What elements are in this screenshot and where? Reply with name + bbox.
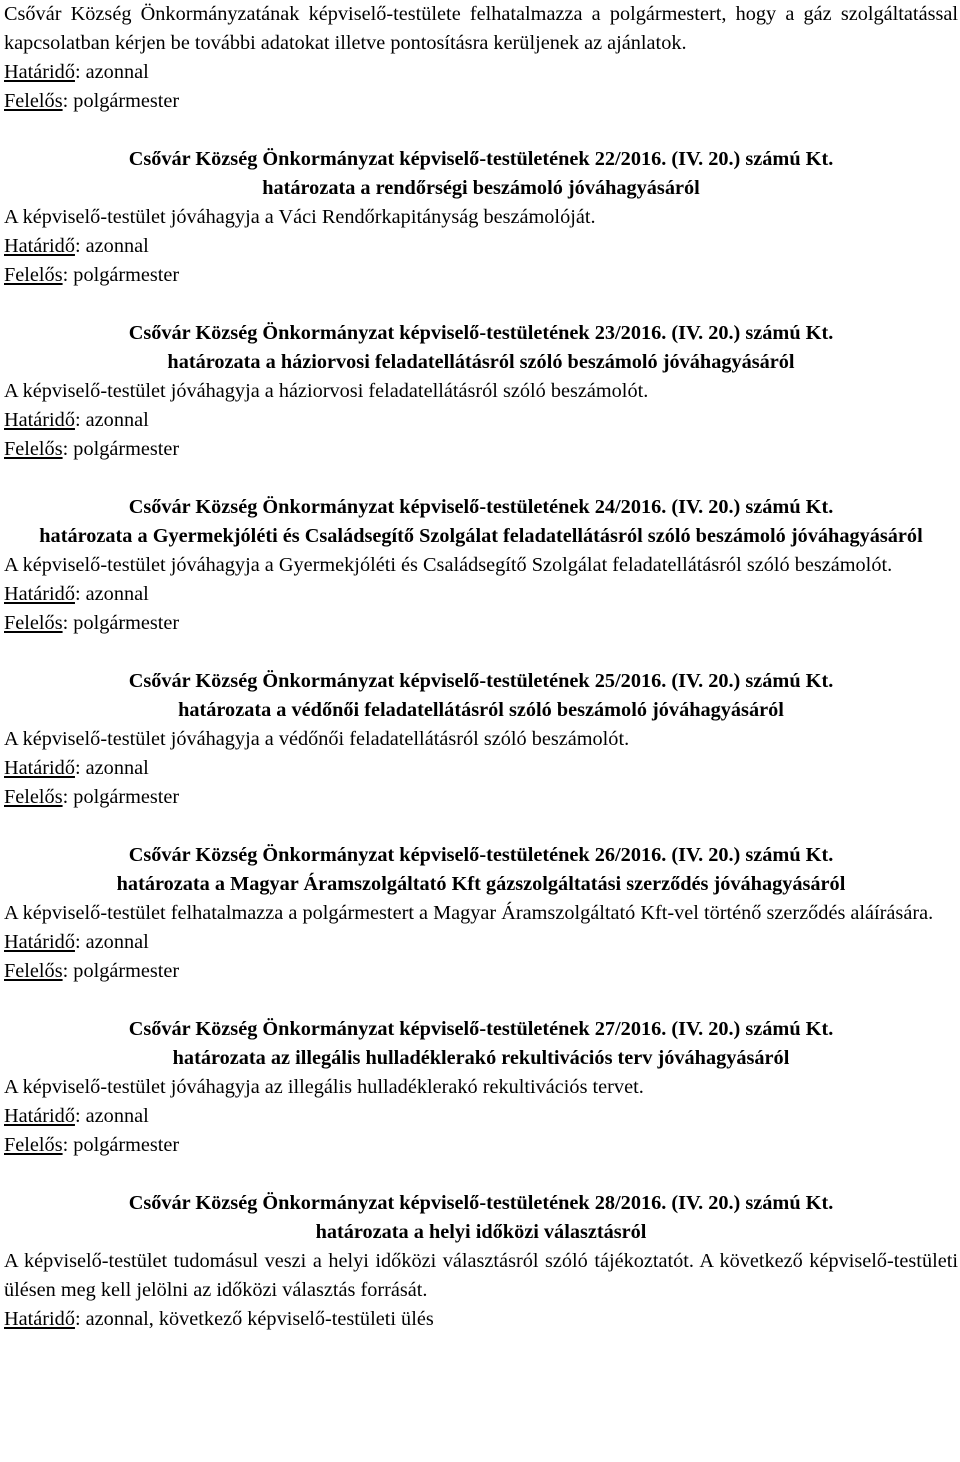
resolution-responsible: [4, 435, 958, 464]
deadline-label: Határidő: [4, 583, 75, 605]
responsible-label: Felelős: [4, 90, 63, 112]
responsible-label: Felelős: [4, 612, 63, 634]
resolution-responsible: [4, 261, 958, 290]
spacer: [4, 464, 958, 493]
spacer: [4, 1160, 958, 1189]
resolution-subject: határozata a helyi időközi választásról: [315, 1221, 647, 1243]
deadline-label: Határidő: [4, 757, 75, 779]
responsible-label: Felelős: [4, 786, 63, 808]
resolution-deadline: [4, 406, 958, 435]
responsible-value: : polgármester: [62, 786, 180, 808]
responsible-value: : polgármester: [62, 960, 180, 982]
responsible-label: Felelős: [4, 438, 63, 460]
resolution-deadline: [4, 580, 958, 609]
deadline-value: : azonnal: [74, 583, 149, 605]
resolution-heading: Csővár Község Önkormányzat képviselő-testületének 24/2016. (IV. 20.) számú Kt.: [128, 496, 834, 518]
resolution-subject: határozata a védőnői feladatellátásról szóló beszámoló jóváhagyásáról: [178, 699, 784, 721]
resolution-24: [4, 493, 958, 638]
spacer: [4, 986, 958, 1015]
resolution-26: [4, 841, 958, 986]
resolution-subject: határozata a Magyar Áramszolgáltató Kft gázszolgáltatási szerződés jóváhagyásáról: [116, 873, 846, 895]
resolution-deadline: [4, 754, 958, 783]
responsible-value: : polgármester: [62, 90, 180, 112]
resolution-deadline: [4, 1102, 958, 1131]
resolution-body: A képviselő-testület jóváhagyja a háziorvosi feladatellátásról szóló beszámolót.: [4, 380, 649, 402]
spacer: [4, 638, 958, 667]
responsible-label: Felelős: [4, 960, 63, 982]
resolution-body: A képviselő-testület jóváhagyja a védőnői feladatellátásról szóló beszámolót.: [4, 728, 630, 750]
document-page: [4, 0, 958, 1334]
deadline-value: : azonnal: [74, 409, 149, 431]
responsible-value: : polgármester: [62, 1134, 180, 1156]
resolution-responsible: [4, 609, 958, 638]
resolution-heading: Csővár Község Önkormányzat képviselő-testületének 25/2016. (IV. 20.) számú Kt.: [128, 670, 834, 692]
spacer: [4, 116, 958, 145]
resolution-heading: Csővár Község Önkormányzat képviselő-testületének 27/2016. (IV. 20.) számú Kt.: [128, 1018, 834, 1040]
deadline-value: : azonnal: [74, 61, 149, 83]
resolution-subject: határozata a háziorvosi feladatellátásról szóló beszámoló jóváhagyásáról: [167, 351, 795, 373]
intro-body: Csővár Község Önkormányzatának képviselő-testülete felhatalmazza a polgármestert, hogy a gáz szolgáltatással kapcsolatban kérjen be további adatokat illetve pontosításra kerüljenek az ajánlatok.: [4, 3, 958, 54]
resolution-body: A képviselő-testület jóváhagyja az illegális hulladéklerakó rekultivációs tervet.: [4, 1076, 644, 1098]
resolution-25: [4, 667, 958, 812]
deadline-label: Határidő: [4, 931, 75, 953]
resolution-subject: határozata a rendőrségi beszámoló jóváhagyásáról: [262, 177, 700, 199]
deadline-label: Határidő: [4, 1308, 75, 1330]
resolution-heading: Csővár Község Önkormányzat képviselő-testületének 26/2016. (IV. 20.) számú Kt.: [128, 844, 834, 866]
intro-responsible: [4, 87, 958, 116]
resolution-heading: Csővár Község Önkormányzat képviselő-testületének 23/2016. (IV. 20.) számú Kt.: [128, 322, 834, 344]
spacer: [4, 812, 958, 841]
resolution-28: [4, 1189, 958, 1334]
resolution-body: A képviselő-testület jóváhagyja a Váci Rendőrkapitányság beszámolóját.: [4, 206, 596, 228]
spacer: [4, 290, 958, 319]
resolution-body: A képviselő-testület jóváhagyja a Gyermekjóléti és Családsegítő Szolgálat feladatellátásról szóló beszámolót.: [4, 554, 893, 576]
resolution-deadline: [4, 1305, 958, 1334]
resolution-heading: Csővár Község Önkormányzat képviselő-testületének 22/2016. (IV. 20.) számú Kt.: [128, 148, 834, 170]
deadline-label: Határidő: [4, 235, 75, 257]
responsible-value: : polgármester: [62, 438, 180, 460]
resolution-subject: határozata a Gyermekjóléti és Családsegítő Szolgálat feladatellátásról szóló beszámoló jóváhagyásáról: [39, 525, 923, 547]
resolution-deadline: [4, 928, 958, 957]
resolution-responsible: [4, 783, 958, 812]
resolution-responsible: [4, 957, 958, 986]
resolution-body: A képviselő-testület tudomásul veszi a helyi időközi választásról szóló tájékoztatót. A következő képviselő-testületi ülésen meg kell jelölni az időközi választás forrását.: [4, 1250, 958, 1301]
responsible-value: : polgármester: [62, 264, 180, 286]
responsible-label: Felelős: [4, 264, 63, 286]
deadline-value: : azonnal: [74, 757, 149, 779]
resolution-27: [4, 1015, 958, 1160]
deadline-value: : azonnal: [74, 1105, 149, 1127]
resolution-responsible: [4, 1131, 958, 1160]
intro-deadline: [4, 58, 958, 87]
responsible-label: Felelős: [4, 1134, 63, 1156]
resolution-deadline: [4, 232, 958, 261]
resolution-subject: határozata az illegális hulladéklerakó rekultivációs terv jóváhagyásáról: [172, 1047, 790, 1069]
deadline-label: Határidő: [4, 61, 75, 83]
intro-section: [4, 0, 958, 116]
deadline-value: : azonnal: [74, 235, 149, 257]
resolution-heading: Csővár Község Önkormányzat képviselő-testületének 28/2016. (IV. 20.) számú Kt.: [128, 1192, 834, 1214]
deadline-value: : azonnal: [74, 931, 149, 953]
resolution-22: [4, 145, 958, 290]
deadline-label: Határidő: [4, 409, 75, 431]
resolution-body: A képviselő-testület felhatalmazza a polgármestert a Magyar Áramszolgáltató Kft-vel történő szerződés aláírására.: [4, 902, 934, 924]
deadline-value: : azonnal, következő képviselő-testületi ülés: [74, 1308, 434, 1330]
resolution-23: [4, 319, 958, 464]
deadline-label: Határidő: [4, 1105, 75, 1127]
responsible-value: : polgármester: [62, 612, 180, 634]
